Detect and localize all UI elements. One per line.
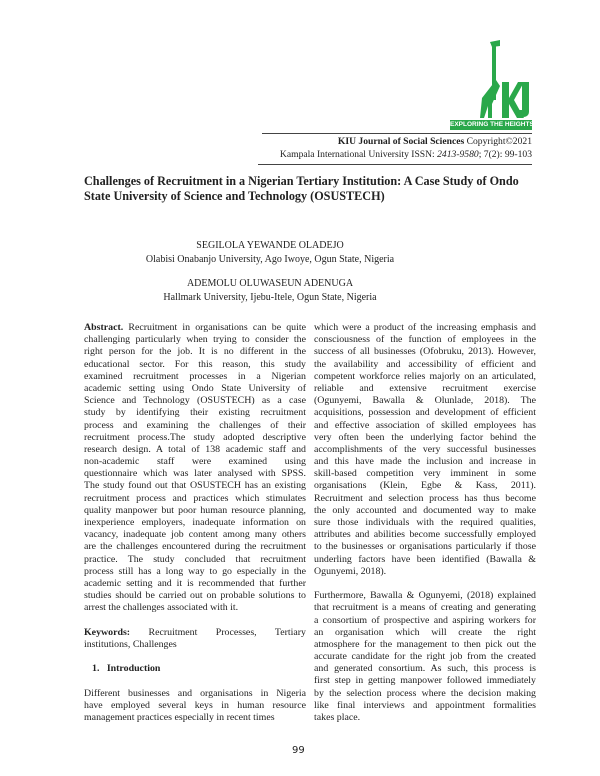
- text-line: non-academic staff were examined using: [84, 456, 306, 468]
- text-line: Science and Technology (OSUSTECH) as a case: [84, 395, 306, 407]
- text-line: attributes and abilities become successfully employed: [314, 529, 536, 541]
- text-line: to the businesses or organisations particularly if those: [314, 541, 536, 553]
- text-line: very often been the underlying factor behind the: [314, 431, 536, 443]
- text-line: Ogunyemi, 2018).: [314, 565, 387, 577]
- text-line: questionnaire which was later analysed with SPSS.: [84, 468, 306, 480]
- text-line: success of all businesses (Ofobruku, 2013). However,: [314, 346, 536, 358]
- text-line: atmosphere for the management to then pick out the: [314, 638, 536, 650]
- paper-title: Challenges of Recruitment in a Nigerian Tertiary Institution: A Case Study of Ondo State University of Science and Technology (OSUSTECH): [84, 174, 519, 203]
- text-line: educational sector. For this reason, this study: [84, 358, 306, 370]
- text-line: consciousness of the function of employees in the: [314, 334, 536, 346]
- left-column: [84, 322, 306, 724]
- author-name: SEGILOLA YEWANDE OLADEJO: [196, 240, 344, 251]
- text-line: like final interviews and appointment formalities: [314, 699, 536, 711]
- text-line: skill-based competition very imminent in some: [314, 468, 536, 480]
- text-line: Different businesses and organisations in Nigeria: [84, 687, 306, 699]
- text-line: an organisation which will create the right: [314, 626, 536, 638]
- header-rule-top: [262, 133, 532, 134]
- paragraph: [314, 322, 536, 578]
- text-line: organisations (Klein, Egbe & Kass, 2011).: [314, 480, 536, 492]
- text-line: arrest the challenges associated with it.: [84, 602, 239, 614]
- author-affiliation: Olabisi Onabanjo University, Ago Iwoye, Ogun State, Nigeria: [145, 254, 395, 265]
- text-line: accomplishments of the very successful businesses: [314, 443, 536, 455]
- text-line: challenging particularly when trying to consider the: [84, 334, 306, 346]
- right-column: [314, 322, 536, 724]
- text-line: practice. The study concluded that recruitment: [84, 553, 306, 565]
- text-line: (Ogunyemi, Bawalla & Olunlade, 2018). The: [314, 395, 536, 407]
- text-line: vacancy, inadequate job content among many others: [84, 529, 306, 541]
- issn: 2413-9580: [437, 149, 479, 160]
- journal-line: [338, 136, 532, 147]
- text-line: process still has a long way to go especially in the: [84, 565, 306, 577]
- text-line: by the selection process where the decision making: [314, 687, 536, 699]
- text-line: studies should be carried out on probable solutions to: [84, 590, 306, 602]
- text-line: recruitment process.The study adopted descriptive: [84, 431, 306, 443]
- text-line: takes place.: [314, 712, 361, 723]
- text-line: Keywords: Recruitment Processes, Tertiary: [84, 626, 306, 638]
- text-line: research design. A total of 138 academic staff and: [84, 443, 306, 455]
- text-line: underling factors have been identified (Bawalla &: [314, 553, 536, 565]
- copyright: Copyright©2021: [464, 136, 532, 147]
- text-line: The study found out that OSUSTECH has an existing: [84, 480, 306, 492]
- text-line: acquisitions, possession and development of efficient: [314, 407, 536, 419]
- paragraph-gap: [84, 615, 306, 627]
- text-line: and effective association of skilled employees has: [314, 419, 536, 431]
- volume-pages: ; 7(2): 99-103: [478, 149, 532, 160]
- text-line: competent workforce relies majorly on an articulated,: [314, 370, 536, 382]
- text-line: institutions, Challenges: [84, 638, 177, 650]
- text-line: sure those individuals with the required qualities,: [314, 517, 536, 528]
- text-line: the only accounted and documented way to make: [314, 504, 536, 516]
- text-line: academic setting using Ondo State University of: [84, 382, 306, 394]
- text-line: accurate candidate for the right job from the created: [314, 651, 536, 663]
- author-name: ADEMOLU OLUWASEUN ADENUGA: [186, 278, 354, 289]
- text-line: management practices especially in recent times: [84, 712, 275, 723]
- text-line: that recruitment is a means of creating and generating: [314, 602, 536, 614]
- text-line: the availability and accessibility of efficient and: [314, 358, 536, 370]
- text-line: are the challenges encountered during the recruitment: [84, 541, 306, 553]
- text-line: recruitment process and practices which stimulates: [84, 492, 306, 504]
- journal-name: KIU Journal of Social Sciences: [337, 136, 465, 147]
- text-line: quality manpower but poor human resource planning,: [84, 504, 306, 516]
- author-affiliation: Hallmark University, Ijebu-Itele, Ogun State, Nigeria: [163, 292, 377, 303]
- paragraph: [314, 590, 536, 724]
- logo-tagline: EXPLORING THE HEIGHTS: [450, 121, 534, 128]
- text-line: reliable and extensive recruitment exercise: [314, 382, 536, 394]
- paragraph-gap: [314, 578, 536, 590]
- text-line: right person for the job. It is no different in the: [84, 346, 306, 358]
- text-line: which were a product of the increasing emphasis and: [314, 322, 536, 333]
- text-line: a consortium of prospective and aspiring workers for: [314, 614, 536, 626]
- text-line: and this have made the inclusion and increase in: [314, 456, 536, 468]
- paragraph: [84, 688, 306, 725]
- text-line: examined recruitment processes in a Nigerian: [84, 370, 306, 382]
- header-rule-bottom: [258, 164, 532, 165]
- text-line: academic setting and it is recommended that further: [84, 577, 306, 589]
- issn-line: [280, 149, 532, 160]
- paragraph: [84, 627, 306, 651]
- kiu-logo: [478, 38, 532, 120]
- text-line: inexperience employers, inadequate information on: [84, 517, 306, 528]
- page-number: 99: [292, 745, 305, 756]
- paragraph-gap: [84, 651, 306, 663]
- text-line: have employed several keys in human resource: [84, 699, 306, 711]
- text-line: process and examining the challenges of their: [84, 419, 306, 431]
- section-heading: 1. Introduction: [92, 663, 161, 675]
- text-line: study by identifying their existing recruitment: [84, 407, 306, 419]
- paragraph: [84, 322, 306, 615]
- text-line: first step in getting manpower followed immediately: [314, 675, 536, 687]
- text-line: Abstract. Recruitment in organisations can be quite: [84, 322, 306, 333]
- text-line: Furthermore, Bawalla & Ogunyemi, (2018) explained: [314, 590, 536, 602]
- publisher: Kampala International University ISSN:: [279, 149, 438, 160]
- text-line: Recruitment and selection process has thus become: [314, 492, 536, 504]
- text-line: and generated consortium. As such, this process is: [314, 663, 536, 675]
- paragraph-gap: [84, 675, 306, 687]
